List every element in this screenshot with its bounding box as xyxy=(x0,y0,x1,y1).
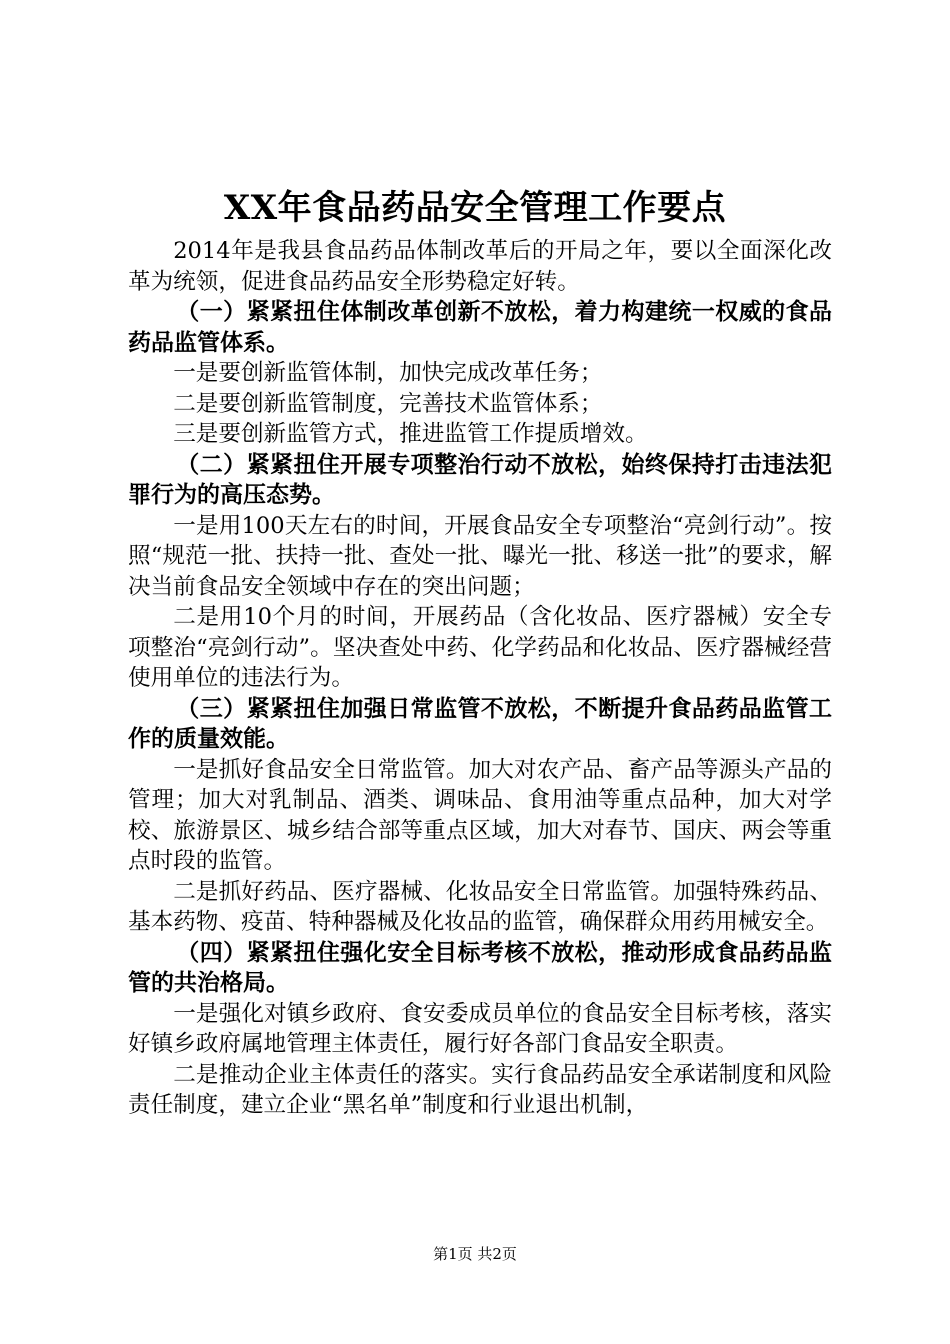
section-heading-3: （三）紧紧扭住加强日常监管不放松，不断提升食品药品监管工作的质量效能。 xyxy=(128,695,832,752)
section-heading-2: （二）紧紧扭住开展专项整治行动不放松，始终保持打击违法犯罪行为的高压态势。 xyxy=(128,451,832,508)
section-1-item-1: 一是要创新监管体制，加快完成改革任务； xyxy=(173,360,603,386)
section-2-item-2: 二是用10个月的时间，开展药品（含化妆品、医疗器械）安全专项整治“亮剑行动”。坚决查处中药、化学药品和化妆品、医疗器械经营使用单位的违法行为。 xyxy=(128,604,832,691)
section-3-item-1: 一是抓好食品安全日常监管。加大对农产品、畜产品等源头产品的管理；加大对乳制品、酒类、调味品、食用油等重点品种，加大对学校、旅游景区、城乡结合部等重点区域，加大对春节、国庆、两会等重点时段的监管。 xyxy=(128,756,832,874)
section-4-item-1: 一是强化对镇乡政府、食安委成员单位的食品安全目标考核，落实好镇乡政府属地管理主体责任，履行好各部门食品安全职责。 xyxy=(128,1000,832,1057)
section-heading-4: （四）紧紧扭住强化安全目标考核不放松，推动形成食品药品监管的共治格局。 xyxy=(128,939,832,996)
document-title: XX年食品药品安全管理工作要点 xyxy=(223,188,727,228)
page-number-footer: 第1页 共2页 xyxy=(433,1245,517,1263)
section-heading-1: （一）紧紧扭住体制改革创新不放松，着力构建统一权威的食品药品监管体系。 xyxy=(128,299,832,356)
section-1-item-3: 三是要创新监管方式，推进监管工作提质增效。 xyxy=(173,421,648,447)
section-2-item-1: 一是用100天左右的时间，开展食品安全专项整治“亮剑行动”。按照“规范一批、扶持一批、查处一批、曝光一批、移送一批”的要求，解决当前食品安全领域中存在的突出问题； xyxy=(128,512,832,600)
section-1-item-2: 二是要创新监管制度，完善技术监管体系； xyxy=(173,390,603,417)
section-3-item-2: 二是抓好药品、医疗器械、化妆品安全日常监管。加强特殊药品、基本药物、疫苗、特种器械及化妆品的监管，确保群众用药用械安全。 xyxy=(128,878,832,935)
section-4-item-2: 二是推动企业主体责任的落实。实行食品药品安全承诺制度和风险责任制度，建立企业“黑名单”制度和行业退出机制， xyxy=(128,1061,832,1118)
document-body xyxy=(128,236,832,1121)
intro-paragraph: 2014年是我县食品药品体制改革后的开局之年，要以全面深化改革为统领，促进食品药品安全形势稳定好转。 xyxy=(128,238,832,295)
